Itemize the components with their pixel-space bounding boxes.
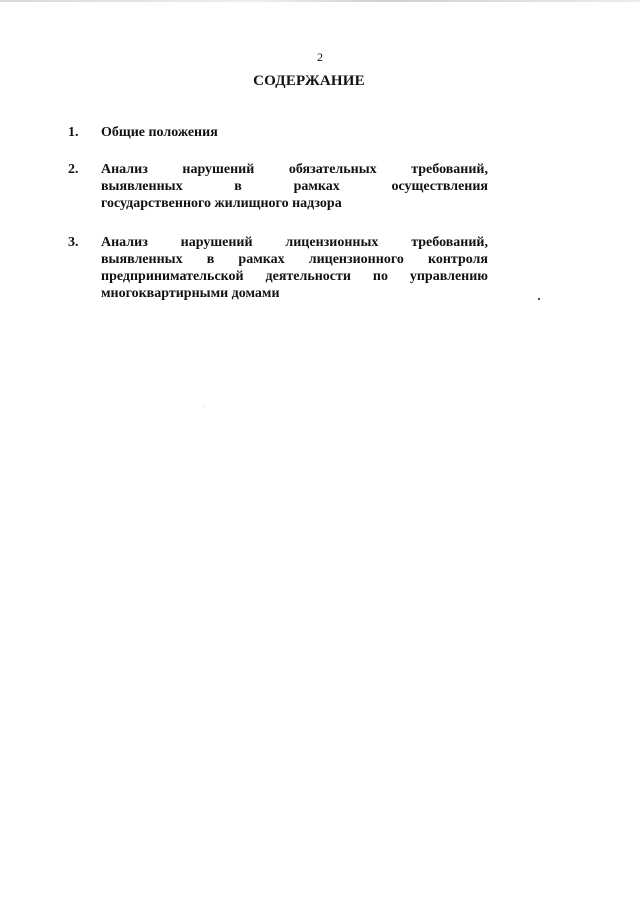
- toc-item-text: Общие положения: [101, 125, 218, 140]
- toc-item-text-line: предпринимательской деятельности по управлению: [101, 269, 488, 284]
- toc-item-number: 1.: [68, 125, 79, 140]
- table-of-contents: [68, 124, 488, 322]
- scan-speck: [538, 298, 540, 300]
- page-number: 2: [317, 50, 323, 64]
- toc-item-text-line: выявленных в рамках лицензионного контроля: [101, 252, 488, 267]
- toc-item-number: 3.: [68, 235, 79, 250]
- toc-item-3: [68, 234, 488, 302]
- toc-item-text-line: выявленных в рамках осуществления: [101, 179, 488, 194]
- scan-speck: [204, 406, 205, 407]
- toc-item-2: [68, 161, 488, 212]
- page-title: СОДЕРЖАНИЕ: [253, 73, 365, 89]
- toc-item-text-line: Анализ нарушений обязательных требований,: [101, 162, 488, 177]
- scan-top-edge: [0, 0, 640, 2]
- toc-item-1: [68, 124, 488, 141]
- toc-item-text-line: многоквартирными домами: [101, 286, 280, 301]
- toc-item-text-line: Анализ нарушений лицензионных требований,: [101, 235, 488, 250]
- toc-item-number: 2.: [68, 162, 79, 177]
- toc-item-text-line: государственного жилищного надзора: [101, 196, 342, 211]
